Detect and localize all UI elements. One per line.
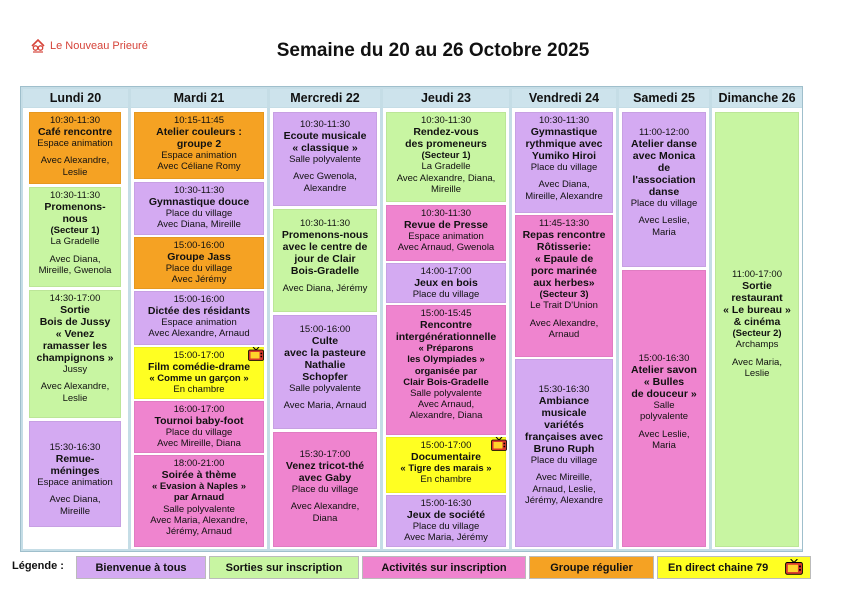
event-title: intergénérationnelle bbox=[395, 331, 497, 344]
event-title: « Le bureau » bbox=[723, 304, 791, 317]
event-title: avec la pasteure bbox=[284, 347, 366, 360]
event-staff: Alexandre, Diana bbox=[409, 410, 483, 422]
event-time: 14:00-17:00 bbox=[420, 266, 472, 277]
event-place: Place du village bbox=[165, 427, 233, 439]
event-staff: Maria bbox=[652, 226, 676, 238]
event-atelier-savon bbox=[622, 270, 706, 547]
legend-sorties: Sorties sur inscription bbox=[209, 556, 359, 579]
event-rencontre-intergenerationnelle bbox=[386, 305, 506, 435]
event-staff: Leslie bbox=[744, 367, 770, 379]
event-place: Le Trait D'Union bbox=[530, 300, 598, 312]
event-place: Salle polyvalente bbox=[289, 383, 361, 395]
event-title: Gymnastique bbox=[530, 126, 598, 139]
event-documentaire bbox=[386, 437, 506, 493]
legend-en-direct: En direct chaine 79 bbox=[657, 556, 811, 579]
event-place: Place du village bbox=[291, 484, 359, 496]
legend-groupe-regulier: Groupe régulier bbox=[529, 556, 654, 579]
event-title: l'association bbox=[632, 174, 696, 187]
event-staff: Mireille bbox=[430, 183, 462, 195]
event-title: Tournoi baby-foot bbox=[154, 415, 244, 428]
event-staff: Avec Maria, bbox=[732, 356, 782, 368]
event-title: avec Monica bbox=[632, 150, 696, 163]
event-staff: Avec Alexandre, Diana, bbox=[396, 172, 496, 184]
event-title: avec Gaby bbox=[298, 472, 352, 485]
event-staff: Arnaud bbox=[548, 328, 580, 340]
event-sortie-restaurant-cinema bbox=[715, 112, 799, 547]
event-subtitle: Clair Bois-Gradelle bbox=[403, 376, 489, 388]
event-title: Promenons-nous bbox=[281, 229, 369, 242]
event-time: 10:30-11:30 bbox=[538, 115, 589, 126]
event-subtitle: « Préparons bbox=[418, 343, 474, 355]
event-staff: Avec Diana, bbox=[49, 253, 101, 265]
event-staff: Avec Arnaud, bbox=[417, 399, 475, 411]
event-place: Espace animation bbox=[161, 317, 237, 329]
event-title: Bruno Ruph bbox=[533, 443, 595, 456]
day-header-friday: Vendredi 24 bbox=[512, 89, 616, 107]
event-title: musicale bbox=[541, 407, 587, 420]
event-place: En chambre bbox=[173, 384, 225, 396]
event-title: Documentaire bbox=[410, 451, 482, 464]
event-time: 10:30-11:30 bbox=[49, 115, 100, 126]
event-staff: Arnaud, Leslie, bbox=[532, 483, 596, 495]
event-staff: Diana bbox=[312, 512, 338, 524]
event-time: 15:00-17:00 bbox=[173, 350, 225, 361]
event-subtitle: les Olympiades » bbox=[407, 354, 485, 366]
event-title: des promeneurs bbox=[405, 138, 487, 151]
event-subtitle: « Evasion à Naples » bbox=[152, 481, 246, 493]
event-place: Espace animation bbox=[37, 477, 113, 489]
event-subtitle: organisée par bbox=[414, 365, 478, 377]
event-promenons-nous-centre bbox=[273, 209, 377, 312]
event-title: méninges bbox=[50, 465, 100, 478]
event-soiree-a-theme bbox=[134, 455, 264, 547]
event-subtitle: par Arnaud bbox=[173, 492, 225, 504]
day-header-monday: Lundi 20 bbox=[23, 89, 128, 107]
event-title: Sortie bbox=[60, 304, 90, 317]
event-cafe-rencontre bbox=[29, 112, 121, 184]
event-title: « Bulles bbox=[643, 376, 685, 389]
event-time: 10:30-11:30 bbox=[299, 218, 350, 229]
event-title: Café rencontre bbox=[37, 126, 113, 139]
event-staff: Avec Alexandre, bbox=[40, 381, 110, 393]
event-staff: Leslie bbox=[62, 392, 88, 404]
event-staff: Avec Alexandre, bbox=[40, 155, 110, 167]
event-title: Soirée à thème bbox=[161, 469, 237, 482]
event-place: Archamps bbox=[735, 339, 779, 351]
event-groupe-jass bbox=[134, 237, 264, 289]
event-time: 18:00-21:00 bbox=[173, 458, 225, 469]
event-title: aux herbes» bbox=[533, 277, 595, 290]
event-place: Place du village bbox=[165, 263, 233, 275]
event-title: Rencontre bbox=[420, 319, 472, 332]
weekly-schedule bbox=[20, 86, 803, 552]
event-staff: Avec Céliane Romy bbox=[157, 161, 241, 173]
event-time: 11:45-13:30 bbox=[538, 218, 589, 229]
event-staff: Avec Leslie, bbox=[638, 428, 690, 440]
event-time: 15:30-16:30 bbox=[49, 442, 101, 453]
event-title: jour de Clair bbox=[294, 253, 356, 266]
event-time: 16:00-17:00 bbox=[173, 404, 225, 415]
tv-icon bbox=[785, 559, 801, 573]
event-place: Jussy bbox=[62, 364, 88, 376]
day-header-wednesday: Mercredi 22 bbox=[270, 89, 380, 107]
event-title: Yumiko Hiroi bbox=[531, 150, 597, 163]
event-staff: Avec Maria, Arnaud bbox=[283, 400, 367, 412]
event-place: Salle polyvalente bbox=[163, 503, 235, 515]
event-title: Repas rencontre bbox=[522, 229, 606, 242]
event-title: Schopfer bbox=[302, 371, 348, 384]
event-place: Place du village bbox=[412, 289, 480, 301]
event-gymnastique-douce bbox=[134, 182, 264, 235]
event-subtitle: « Tigre des marais » bbox=[400, 463, 492, 475]
event-staff: Avec Mireille, bbox=[535, 472, 593, 484]
event-title: nous bbox=[62, 213, 88, 226]
event-title: porc marinée bbox=[531, 265, 597, 278]
event-time: 10:15-11:45 bbox=[173, 115, 224, 126]
event-time: 11:00-12:00 bbox=[638, 127, 689, 138]
legend-bienvenue: Bienvenue à tous bbox=[76, 556, 206, 579]
event-sector: (Secteur 3) bbox=[539, 289, 589, 301]
event-title: Atelier danse bbox=[631, 138, 697, 151]
event-title: Atelier savon bbox=[631, 364, 697, 377]
event-title: « classique » bbox=[292, 142, 358, 155]
event-time: 11:00-17:00 bbox=[731, 269, 782, 280]
event-title: françaises avec bbox=[524, 431, 604, 444]
event-staff: Mireille, Alexandre bbox=[525, 190, 603, 202]
event-time: 15:00-16:00 bbox=[173, 240, 225, 251]
event-title: Promenons- bbox=[44, 201, 106, 214]
event-title: Film comédie-drame bbox=[147, 361, 251, 374]
legend-activites: Activités sur inscription bbox=[362, 556, 526, 579]
event-title: Revue de Presse bbox=[403, 219, 489, 232]
event-place: Place du village bbox=[530, 162, 598, 174]
event-title: champignons » bbox=[36, 352, 114, 365]
tv-icon bbox=[248, 347, 264, 361]
day-header-tuesday: Mardi 21 bbox=[131, 89, 267, 107]
event-staff: Avec Maria, Jérémy bbox=[404, 532, 488, 544]
event-staff: Avec Diana, Mireille bbox=[157, 219, 241, 231]
event-remue-meninges bbox=[29, 421, 121, 527]
event-atelier-couleurs bbox=[134, 112, 264, 179]
event-subtitle: « Comme un garçon » bbox=[149, 373, 249, 385]
event-time: 15:00-16:30 bbox=[638, 353, 690, 364]
event-title: de bbox=[657, 162, 671, 175]
event-staff: Avec Maria, Alexandre, bbox=[150, 514, 248, 526]
event-staff: Avec Diana, bbox=[49, 494, 101, 506]
event-film-comedie-drame bbox=[134, 347, 264, 399]
event-time: 15:00-16:00 bbox=[173, 294, 225, 305]
event-dictee-des-residants bbox=[134, 291, 264, 345]
event-time: 10:30-11:30 bbox=[173, 185, 224, 196]
event-title: & cinéma bbox=[733, 316, 781, 329]
event-staff: Avec Gwenola, bbox=[293, 171, 357, 183]
day-header-thursday: Jeudi 23 bbox=[383, 89, 509, 107]
event-title: Sortie bbox=[742, 280, 772, 293]
event-title: rythmique avec bbox=[525, 138, 603, 151]
event-title: Rendez-vous bbox=[413, 126, 479, 139]
event-title: Nathalie bbox=[304, 359, 346, 372]
event-place: Place du village bbox=[412, 521, 480, 533]
event-tournoi-baby-foot bbox=[134, 401, 264, 453]
page-title: Semaine du 20 au 26 Octobre 2025 bbox=[276, 40, 590, 61]
event-place: En chambre bbox=[420, 474, 472, 486]
event-staff: Avec Leslie, bbox=[638, 215, 690, 227]
event-staff: Leslie bbox=[62, 166, 88, 178]
event-title: avec le centre de bbox=[282, 241, 368, 254]
event-place: polyvalente bbox=[639, 411, 689, 423]
event-staff: Maria bbox=[652, 439, 676, 451]
event-promenons-nous bbox=[29, 187, 121, 287]
event-staff: Avec Diana, Jérémy bbox=[282, 283, 368, 295]
event-sortie-bois-de-jussy bbox=[29, 290, 121, 418]
event-title: ramasser les bbox=[42, 340, 108, 353]
event-time: 15:00-16:30 bbox=[420, 498, 472, 509]
event-atelier-danse bbox=[622, 112, 706, 267]
event-venez-tricot-the bbox=[273, 432, 377, 547]
day-header-saturday: Samedi 25 bbox=[619, 89, 709, 107]
event-title: « Venez bbox=[55, 328, 95, 341]
event-staff: Alexandre bbox=[303, 182, 347, 194]
event-sector: (Secteur 2) bbox=[732, 328, 782, 340]
event-rendez-vous-promeneurs bbox=[386, 112, 506, 202]
event-place: Espace animation bbox=[37, 138, 113, 150]
event-time: 10:30-11:30 bbox=[420, 208, 471, 219]
event-title: Ambiance bbox=[538, 395, 590, 408]
event-title: Dictée des résidants bbox=[147, 305, 251, 318]
event-time: 14:30-17:00 bbox=[49, 293, 101, 304]
event-title: Venez tricot-thé bbox=[285, 460, 365, 473]
event-place: Place du village bbox=[630, 198, 698, 210]
event-staff: Mireille, Gwenola bbox=[38, 264, 112, 276]
event-revue-de-presse bbox=[386, 205, 506, 261]
event-place: Salle polyvalente bbox=[289, 154, 361, 166]
event-staff: Avec Alexandre, bbox=[529, 317, 599, 329]
event-staff: Mireille bbox=[59, 505, 91, 517]
event-place: Salle bbox=[653, 400, 675, 412]
event-time: 10:30-11:30 bbox=[299, 119, 350, 130]
event-place: Place du village bbox=[530, 455, 598, 467]
event-time: 10:30-11:30 bbox=[49, 190, 100, 201]
event-time: 10:30-11:30 bbox=[420, 115, 471, 126]
event-place: Espace animation bbox=[161, 150, 237, 162]
event-title: Bois de Jussy bbox=[39, 316, 111, 329]
event-title: Culte bbox=[311, 335, 339, 348]
event-title: Jeux de société bbox=[406, 509, 486, 522]
event-title: Remue- bbox=[55, 453, 95, 466]
event-title: restaurant bbox=[731, 292, 783, 305]
event-title: Bois-Gradelle bbox=[290, 265, 360, 278]
event-time: 15:30-17:00 bbox=[299, 449, 351, 460]
event-place: La Gradelle bbox=[50, 236, 100, 248]
event-jeux-en-bois bbox=[386, 263, 506, 303]
event-title: de douceur » bbox=[631, 388, 697, 401]
event-time: 15:00-15:45 bbox=[420, 308, 472, 319]
event-place: Salle polyvalente bbox=[410, 388, 482, 400]
event-ecoute-musicale bbox=[273, 112, 377, 206]
legend-label: Légende : bbox=[12, 560, 64, 572]
event-sector: (Secteur 1) bbox=[50, 225, 100, 237]
event-title: Groupe Jass bbox=[167, 251, 231, 264]
event-title: danse bbox=[648, 186, 680, 199]
event-sector: (Secteur 1) bbox=[421, 150, 471, 162]
event-title: Ecoute musicale bbox=[283, 130, 367, 143]
event-title: « Epaule de bbox=[534, 253, 594, 266]
event-title: groupe 2 bbox=[176, 138, 222, 151]
tv-icon bbox=[491, 437, 507, 451]
day-header-sunday: Dimanche 26 bbox=[712, 89, 802, 107]
event-title: Atelier couleurs : bbox=[156, 126, 242, 139]
event-gymnastique-rythmique bbox=[515, 112, 613, 213]
event-staff: Jérémy, Arnaud bbox=[166, 526, 232, 538]
event-title: Jeux en bois bbox=[414, 277, 478, 290]
event-staff: Avec Mireille, Diana bbox=[157, 438, 241, 450]
event-place: La Gradelle bbox=[421, 161, 471, 173]
event-staff: Avec Diana, bbox=[538, 179, 590, 191]
event-title: Rôtisserie: bbox=[536, 241, 592, 254]
event-title: Gymnastique douce bbox=[148, 196, 250, 209]
event-repas-rencontre bbox=[515, 215, 613, 357]
event-place: Espace animation bbox=[408, 231, 484, 243]
event-time: 15:30-16:30 bbox=[538, 384, 590, 395]
event-culte bbox=[273, 315, 377, 429]
event-staff: Avec Alexandre, bbox=[290, 501, 360, 513]
event-title: variétés bbox=[544, 419, 584, 432]
event-staff: Jérémy, Alexandre bbox=[525, 494, 603, 506]
event-place: Place du village bbox=[165, 208, 233, 220]
event-staff: Avec Arnaud, Gwenola bbox=[397, 242, 495, 254]
event-time: 15:00-16:00 bbox=[299, 324, 351, 335]
logo-text: Le Nouveau Prieuré bbox=[50, 40, 148, 52]
event-staff: Avec Alexandre, Arnaud bbox=[148, 328, 250, 340]
event-time: 15:00-17:00 bbox=[420, 440, 472, 451]
event-staff: Avec Jérémy bbox=[171, 274, 227, 286]
event-ambiance-musicale bbox=[515, 359, 613, 547]
event-jeux-de-societe bbox=[386, 495, 506, 547]
